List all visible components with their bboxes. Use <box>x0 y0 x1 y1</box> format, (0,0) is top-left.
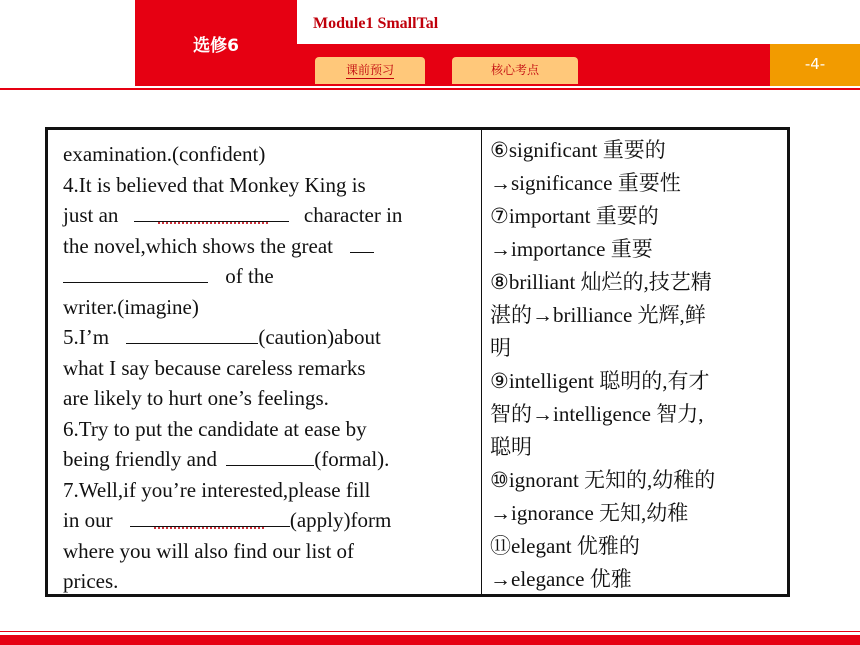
exercise-line: what I say because careless remarks <box>63 355 366 380</box>
module-title: Module1 SmallTal <box>313 15 439 32</box>
vocab-line: 明 <box>490 336 511 360</box>
vocab-line: ⑩ignorant 无知的,幼稚的 <box>490 468 716 492</box>
vocabulary-cell <box>482 130 787 594</box>
exercise-line: just an character in <box>63 200 481 231</box>
exercise-line: 7.Well,if you’re interested,please fill <box>63 477 371 502</box>
exercise-line: 6.Try to put the candidate at ease by <box>63 416 367 441</box>
answer-blank[interactable] <box>134 200 289 222</box>
book-label: 选修6 <box>193 35 239 56</box>
exercise-line: where you will also find our list of <box>63 538 355 563</box>
footer-divider <box>0 631 860 632</box>
vocab-line: ⑧brilliant 灿烂的,技艺精 <box>490 270 712 294</box>
exercise-line: 5.I’m (caution)about <box>63 322 481 353</box>
vocab-line: ⑦important 重要的 <box>490 204 659 228</box>
exercise-line: are likely to hurt one’s feelings. <box>63 386 329 410</box>
answer-blank[interactable] <box>226 444 314 466</box>
exercise-line: of the <box>63 261 481 292</box>
page-number: -4- <box>770 44 860 86</box>
exercise-line: 4.It is believed that Monkey King is <box>63 172 366 197</box>
exercise-table <box>45 127 790 597</box>
exercise-line: prices. <box>63 569 119 593</box>
exercise-line: writer.(imagine) <box>63 294 199 319</box>
vocab-line: →significance 重要性 <box>490 171 681 195</box>
exercise-line: examination.(confident) <box>63 142 266 166</box>
vocab-line: ⑥significant 重要的 <box>490 138 666 162</box>
exercise-line: in our (apply)form <box>63 505 481 536</box>
exercise-cell <box>48 130 482 594</box>
vocab-line: →importance 重要 <box>490 237 653 261</box>
vocab-line: ⑨intelligent 聪明的,有才 <box>490 369 710 393</box>
vocab-line: 智的→intelligence 智力, <box>490 402 704 426</box>
vocab-line: →ignorance 无知,幼稚 <box>490 501 689 525</box>
exercise-line: being friendly and (formal). <box>63 444 481 475</box>
header-left-blank <box>0 0 135 86</box>
vocab-line: 湛的→brilliance 光辉,鲜 <box>490 303 706 327</box>
tab-key-points[interactable]: 核心考点 <box>452 57 578 84</box>
answer-blank[interactable] <box>63 261 208 283</box>
header-divider <box>0 88 860 90</box>
vocab-line: ⑪elegant 优雅的 <box>490 534 640 558</box>
tab-preview[interactable]: 课前预习 <box>315 57 425 84</box>
vocab-line: 聪明 <box>490 435 532 459</box>
footer-bar <box>0 635 860 645</box>
answer-blank[interactable] <box>130 505 290 527</box>
vocab-line: →elegance 优雅 <box>490 567 632 591</box>
book-label-block <box>135 0 297 86</box>
exercise-line: the novel,which shows the great <box>63 231 481 262</box>
answer-blank[interactable] <box>350 231 374 253</box>
answer-blank[interactable] <box>126 322 258 344</box>
